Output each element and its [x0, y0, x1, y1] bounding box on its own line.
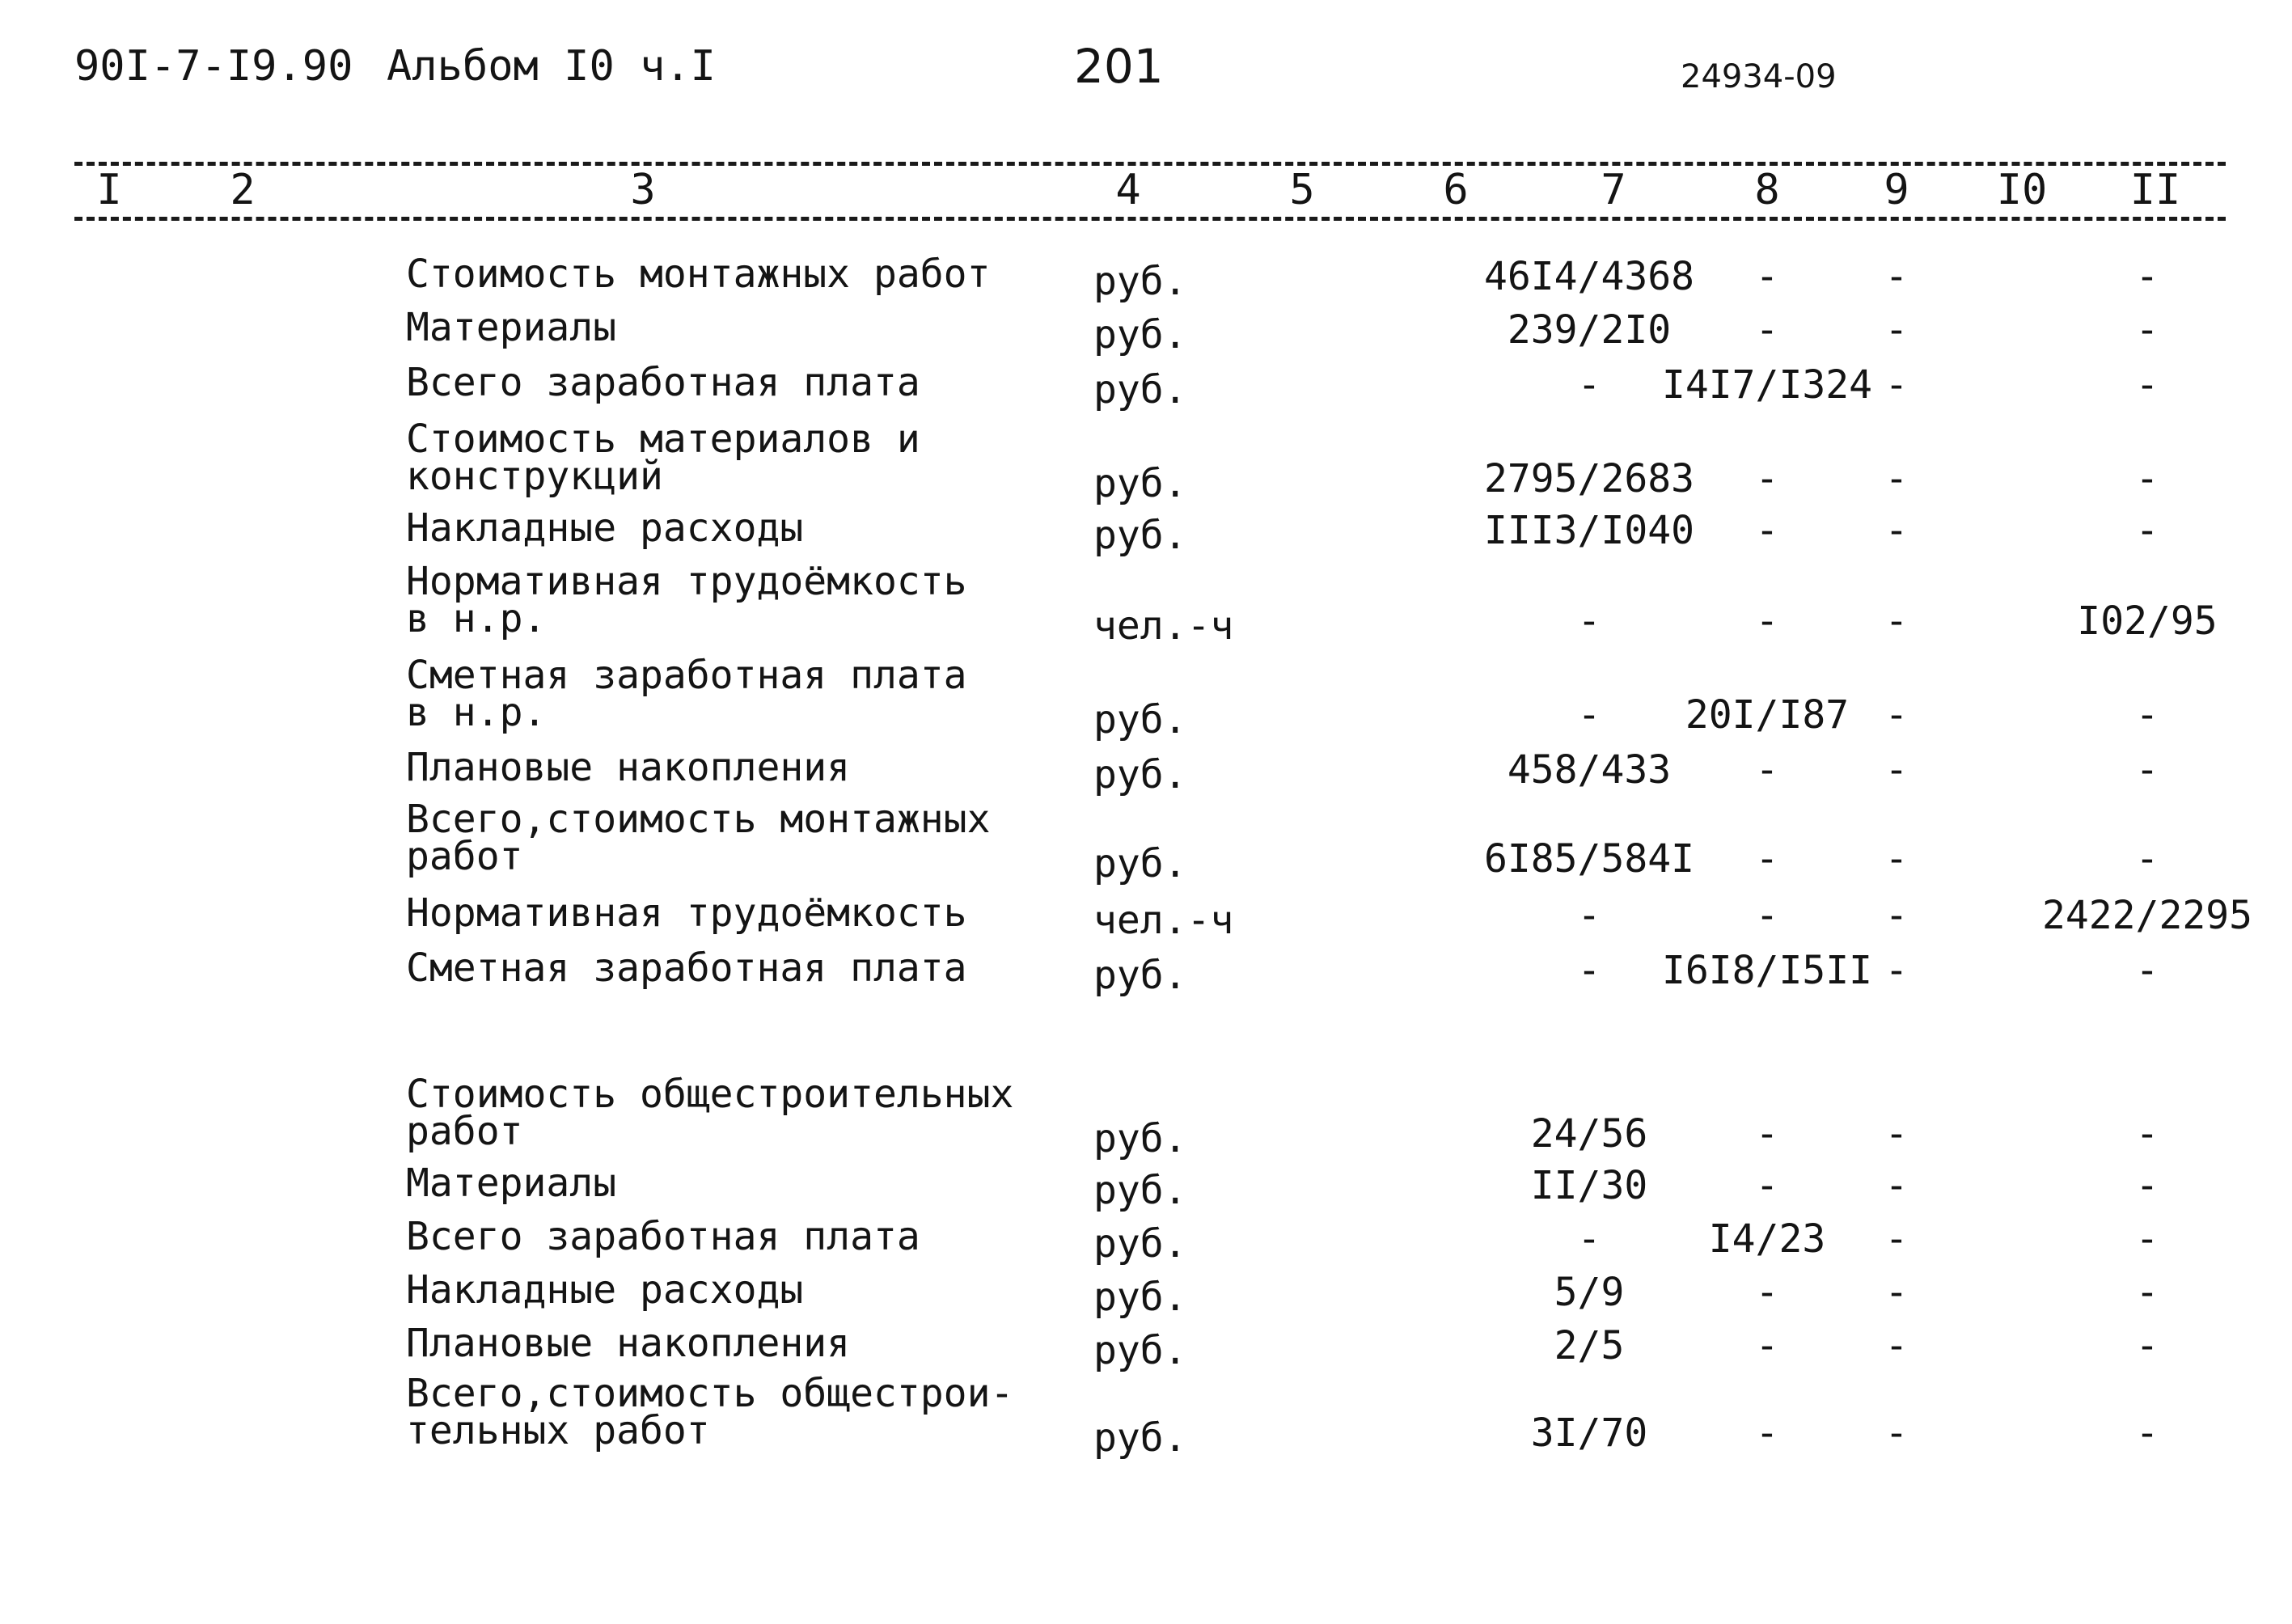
row-value-c9: -	[1884, 893, 1909, 938]
row-unit: руб.	[1093, 953, 1187, 998]
row-unit: руб.	[1093, 1328, 1187, 1373]
row-unit: руб.	[1093, 752, 1187, 797]
row-name	[406, 417, 920, 499]
row-name	[406, 745, 851, 790]
row-value-c9: -	[1884, 1410, 1909, 1456]
row-value-c7: 2/5	[1554, 1323, 1625, 1368]
row-value-c7: -	[1577, 948, 1601, 993]
row-name	[406, 252, 991, 297]
row-value-c8: -	[1755, 598, 1779, 644]
row-name	[406, 1161, 617, 1206]
row-value-c11: -	[2135, 456, 2159, 501]
row-value-c7: 5/9	[1554, 1270, 1625, 1315]
column-number: 2	[230, 166, 256, 214]
row-value-c8: I4/23	[1708, 1216, 1826, 1262]
row-value-c9: -	[1884, 1216, 1909, 1262]
row-name-line: Стоимость материалов и	[406, 417, 920, 462]
row-unit: руб.	[1093, 312, 1187, 357]
row-value-c8: -	[1755, 508, 1779, 553]
row-value-c11: -	[2135, 1111, 2159, 1157]
row-name-line: Сметная заработная плата	[406, 945, 967, 991]
column-number: 6	[1443, 166, 1469, 214]
row-value-c8: 20I/I87	[1685, 692, 1850, 738]
column-number: 5	[1289, 166, 1315, 214]
row-value-c9: -	[1884, 1270, 1909, 1315]
row-unit: руб.	[1093, 1275, 1187, 1320]
row-unit: руб.	[1093, 1116, 1187, 1161]
row-unit: руб.	[1093, 461, 1187, 506]
row-value-c7: 46I4/4368	[1483, 254, 1695, 299]
row-name-line: конструкций	[406, 454, 663, 499]
row-value-c7: II/30	[1530, 1163, 1648, 1208]
row-value-c11: I02/95	[2077, 598, 2218, 644]
row-name	[406, 890, 967, 936]
album-label: Альбом I0 ч.I	[387, 42, 716, 91]
row-unit: руб.	[1093, 1221, 1187, 1267]
column-number: 3	[630, 166, 656, 214]
row-value-c7: -	[1577, 598, 1601, 644]
row-value-c9: -	[1884, 456, 1909, 501]
row-value-c11: -	[2135, 254, 2159, 299]
row-value-c11: -	[2135, 836, 2159, 882]
row-value-c8: -	[1755, 893, 1779, 938]
row-value-c9: -	[1884, 508, 1909, 553]
row-value-c9: -	[1884, 692, 1909, 738]
row-value-c8: -	[1755, 1270, 1779, 1315]
row-value-c7: -	[1577, 362, 1601, 408]
row-value-c11: -	[2135, 307, 2159, 353]
inventory-number: 24934-09	[1681, 58, 1837, 95]
row-name-line: Всего заработная плата	[406, 360, 920, 405]
row-name	[406, 1321, 851, 1366]
row-unit: руб.	[1093, 1415, 1187, 1461]
row-value-c9: -	[1884, 1163, 1909, 1208]
column-number: II	[2129, 166, 2181, 214]
row-value-c7: 2795/2683	[1483, 456, 1695, 501]
row-value-c9: -	[1884, 836, 1909, 882]
row-name	[406, 1267, 804, 1313]
row-name	[406, 360, 920, 405]
row-unit: руб.	[1093, 513, 1187, 558]
row-value-c9: -	[1884, 948, 1909, 993]
row-value-c8: -	[1755, 1410, 1779, 1456]
column-number: 7	[1601, 166, 1626, 214]
row-name	[406, 1072, 1014, 1154]
row-value-c9: -	[1884, 362, 1909, 408]
row-value-c9: -	[1884, 254, 1909, 299]
row-value-c11: -	[2135, 747, 2159, 793]
row-name	[406, 797, 991, 879]
row-name-line: Нормативная трудоёмкость	[406, 890, 967, 936]
row-unit: руб.	[1093, 367, 1187, 412]
row-name-line: в н.р.	[406, 690, 547, 735]
row-name-line: Материалы	[406, 1161, 617, 1206]
row-name-line: Всего,стоимость монтажных	[406, 797, 991, 842]
row-value-c8: I6I8/I5II	[1661, 948, 1873, 993]
column-number: I	[96, 166, 122, 214]
row-name	[406, 305, 617, 350]
header-dashed-line-bottom	[74, 217, 2226, 221]
row-value-c7: -	[1577, 1216, 1601, 1262]
document-code: 90I-7-I9.90	[74, 42, 353, 91]
row-value-c11: -	[2135, 362, 2159, 408]
row-name	[406, 1214, 920, 1259]
column-number: 8	[1754, 166, 1780, 214]
row-unit: чел.-ч	[1093, 898, 1234, 943]
row-name-line: Плановые накопления	[406, 745, 851, 790]
row-value-c9: -	[1884, 747, 1909, 793]
row-name	[406, 559, 967, 641]
column-number: 4	[1115, 166, 1141, 214]
row-value-c11: -	[2135, 948, 2159, 993]
row-name-line: в н.р.	[406, 596, 547, 641]
row-value-c7: III3/I040	[1483, 508, 1695, 553]
row-value-c9: -	[1884, 598, 1909, 644]
row-value-c9: -	[1884, 1111, 1909, 1157]
row-unit: руб.	[1093, 1168, 1187, 1213]
row-name-line: Накладные расходы	[406, 1267, 804, 1313]
row-value-c11: -	[2135, 1163, 2159, 1208]
row-name-line: Нормативная трудоёмкость	[406, 559, 967, 604]
row-value-c11: -	[2135, 692, 2159, 738]
row-value-c8: -	[1755, 747, 1779, 793]
row-value-c9: -	[1884, 1323, 1909, 1368]
row-value-c8: -	[1755, 1163, 1779, 1208]
row-value-c11: -	[2135, 508, 2159, 553]
row-name-line: тельных работ	[406, 1408, 710, 1453]
row-value-c7: 6I85/584I	[1483, 836, 1695, 882]
row-name-line: Стоимость общестроительных	[406, 1072, 1014, 1117]
row-value-c7: -	[1577, 893, 1601, 938]
row-name-line: Сметная заработная плата	[406, 653, 967, 698]
column-number: 9	[1884, 166, 1909, 214]
row-value-c8: I4I7/I324	[1661, 362, 1873, 408]
row-value-c8: -	[1755, 1111, 1779, 1157]
row-value-c7: 24/56	[1530, 1111, 1648, 1157]
page-number: 201	[1074, 39, 1164, 94]
row-value-c7: 3I/70	[1530, 1410, 1648, 1456]
row-name	[406, 1371, 1014, 1453]
row-value-c8: -	[1755, 836, 1779, 882]
row-unit: чел.-ч	[1093, 603, 1234, 649]
row-name-line: Всего заработная плата	[406, 1214, 920, 1259]
row-value-c8: -	[1755, 307, 1779, 353]
row-name	[406, 505, 804, 551]
row-value-c8: -	[1755, 254, 1779, 299]
row-unit: руб.	[1093, 259, 1187, 304]
row-name-line: Материалы	[406, 305, 617, 350]
row-value-c11: -	[2135, 1216, 2159, 1262]
row-name-line: Плановые накопления	[406, 1321, 851, 1366]
row-value-c7: -	[1577, 692, 1601, 738]
row-name	[406, 945, 967, 991]
column-number: I0	[1996, 166, 2048, 214]
row-value-c8: -	[1755, 1323, 1779, 1368]
row-name-line: Накладные расходы	[406, 505, 804, 551]
row-value-c9: -	[1884, 307, 1909, 353]
row-unit: руб.	[1093, 697, 1187, 742]
row-name-line: работ	[406, 1109, 523, 1154]
row-value-c11: -	[2135, 1410, 2159, 1456]
row-unit: руб.	[1093, 841, 1187, 886]
row-name-line: Всего,стоимость общестрои-	[406, 1371, 1014, 1416]
row-value-c11: -	[2135, 1323, 2159, 1368]
row-value-c7: 458/433	[1507, 747, 1672, 793]
row-name	[406, 653, 967, 735]
row-name-line: Стоимость монтажных работ	[406, 252, 991, 297]
row-value-c7: 239/2I0	[1507, 307, 1672, 353]
row-name-line: работ	[406, 834, 523, 879]
row-value-c11: 2422/2295	[2041, 893, 2253, 938]
row-value-c11: -	[2135, 1270, 2159, 1315]
row-value-c8: -	[1755, 456, 1779, 501]
